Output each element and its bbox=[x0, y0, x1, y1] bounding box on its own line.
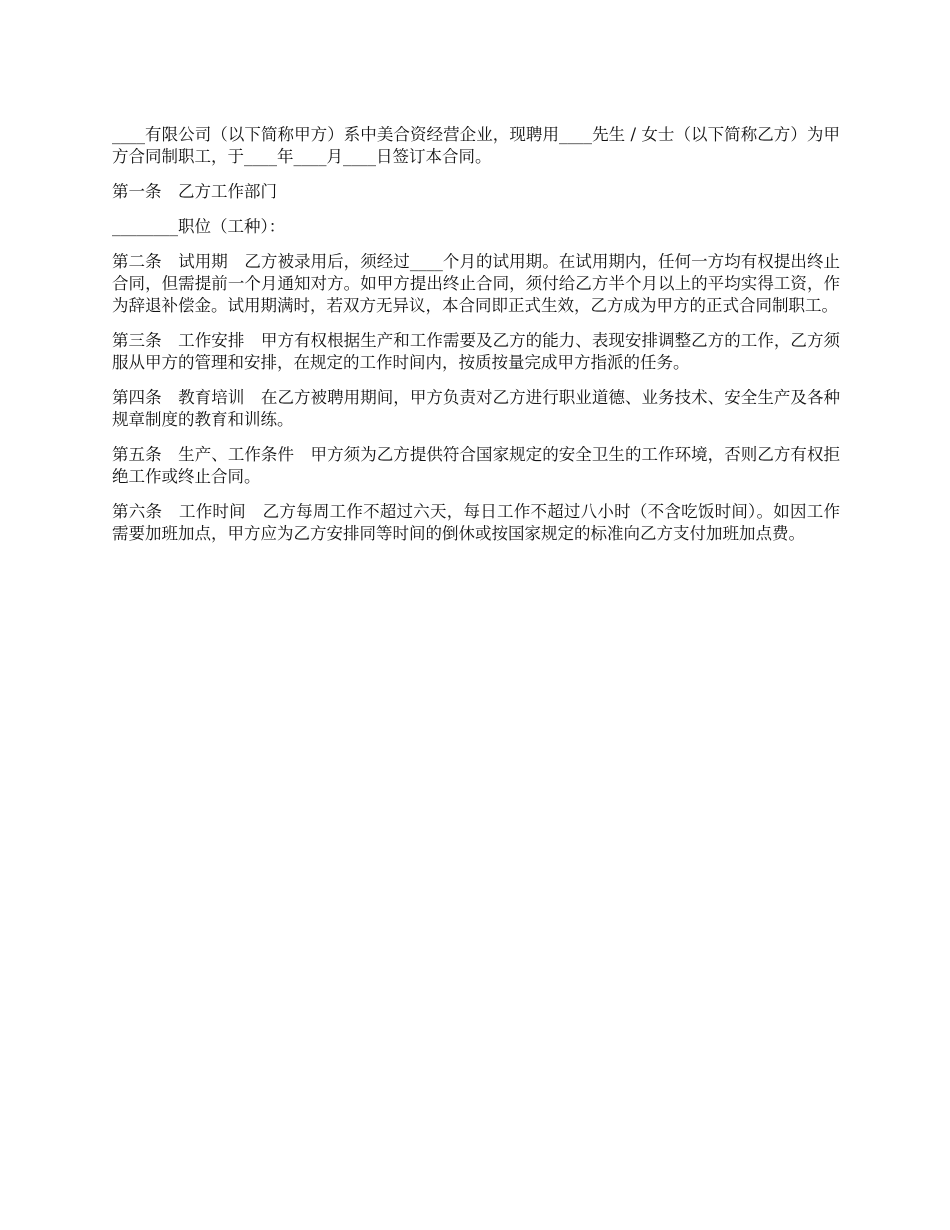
article-3-work-arrangement: 第三条 工作安排 甲方有权根据生产和工作需要及乙方的能力、表现安排调整乙方的工作，乙方须服从甲方的管理和安排，在规定的工作时间内，按质按量完成甲方指派的任务。 bbox=[112, 331, 840, 372]
article-5-working-conditions: 第五条 生产、工作条件 甲方须为乙方提供符合国家规定的安全卫生的工作环境，否则乙方有权拒绝工作或终止合同。 bbox=[112, 445, 840, 486]
contract-body bbox=[112, 124, 840, 558]
article-2-probation: 第二条 试用期 乙方被录用后，须经过____个月的试用期。在试用期内，任何一方均有权提出终止合同，但需提前一个月通知对方。如甲方提出终止合同，须付给乙方半个月以上的平均实得工资，作为辞退补偿金。试用期满时，若双方无异议，本合同即正式生效，乙方成为甲方的正式合同制职工。 bbox=[112, 252, 840, 315]
article-1-heading: 第一条 乙方工作部门 bbox=[112, 182, 277, 201]
article-4-training: 第四条 教育培训 在乙方被聘用期间，甲方负责对乙方进行职业道德、业务技术、安全生产及各种规章制度的教育和训练。 bbox=[112, 388, 840, 429]
intro-paragraph: ____有限公司（以下简称甲方）系中美合资经营企业，现聘用____先生 / 女士（以下简称乙方）为甲方合同制职工，于____年____月____日签订本合同。 bbox=[112, 125, 840, 166]
article-6-working-hours: 第六条 工作时间 乙方每周工作不超过六天，每日工作不超过八小时（不含吃饭时间）。如因工作需要加班加点，甲方应为乙方安排同等时间的倒休或按国家规定的标准向乙方支付加班加点费。 bbox=[112, 502, 840, 543]
position-line: ________职位（工种）： bbox=[112, 217, 286, 236]
